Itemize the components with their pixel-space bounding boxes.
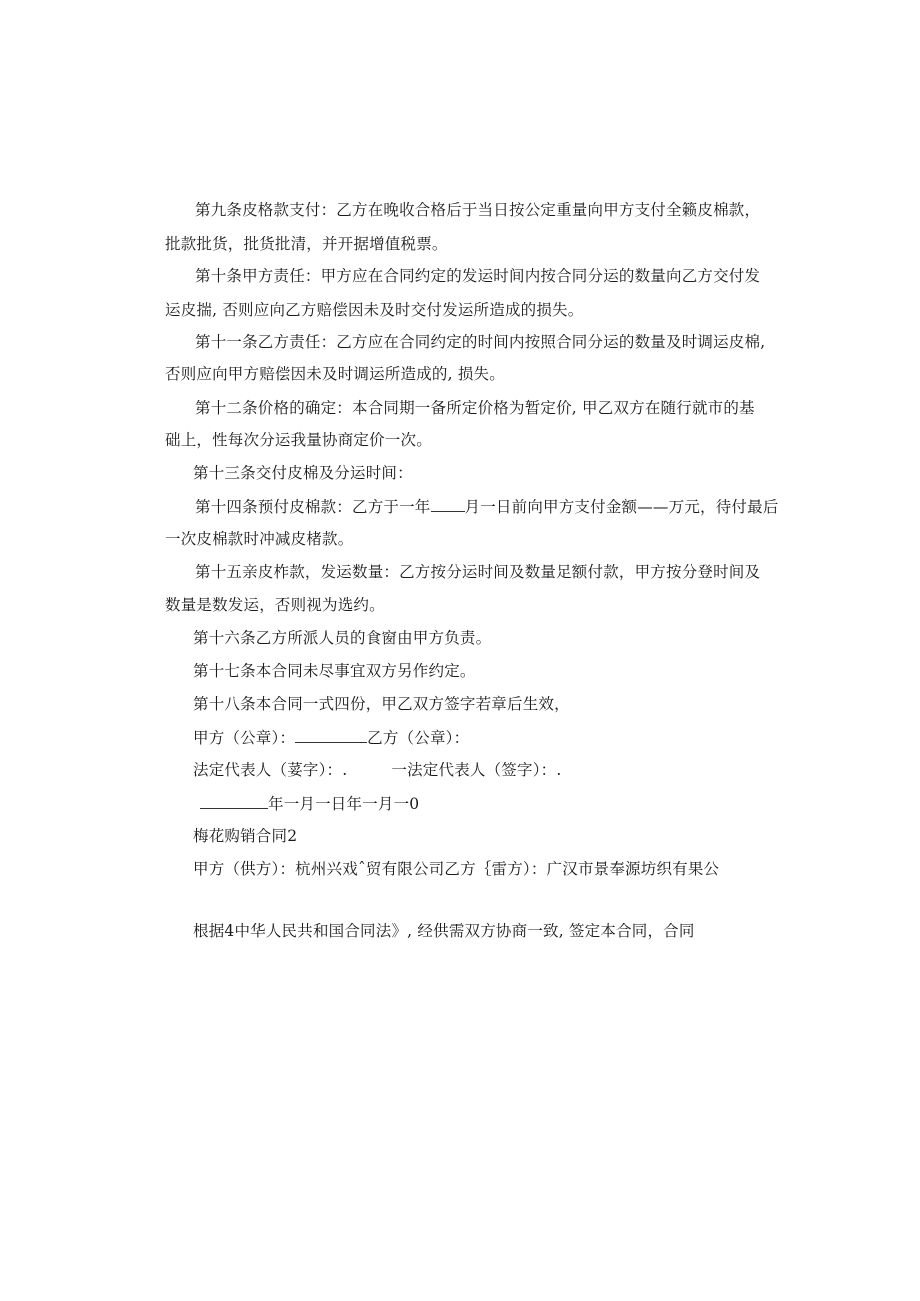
- clause-10-line-2: 运皮揣, 否则应向乙方赔偿因未及时交付发运所造成的损失。: [165, 301, 584, 319]
- clause-17: 第十七条本合同未尽事宜双方另作约定。: [193, 662, 476, 680]
- signature-rep-line: [193, 760, 561, 780]
- clause-12-line-1: 第十二条价格的确定：本合同期一备所定价格为暂定价, 甲乙双方在随行就市的基: [195, 399, 755, 417]
- contract-2-parties: 甲方（供方）：杭州兴戏ˆ贸有限公司乙方｛雷方）：广汉市景奉源坊织有果公: [193, 860, 720, 878]
- clause-11-line-1: 第十一条乙方责任：乙方应在合同约定的时间内按照合同分运的数量及时调运皮棉,: [195, 333, 766, 351]
- clause-13: 第十三条交付皮棉及分运时间：: [193, 464, 413, 482]
- party-a-blank: [295, 727, 367, 743]
- date-text: 年一月一日年一月一0: [268, 795, 420, 813]
- rep-a-label: 法定代表人（荽字）：.: [193, 761, 348, 779]
- clause-12-line-2: 础上，性每次分运我量协商定价一次。: [165, 431, 432, 449]
- clause-11-line-2: 否则应向甲方赔偿因未及时调运所造成的, 损失。: [165, 365, 505, 383]
- clause-9-line-2: 批款批货，批货批清，并开据增值税票。: [165, 235, 448, 253]
- clause-15-line-2: 数量是数发运，否则视为选约。: [165, 596, 385, 614]
- clause-16: 第十六条乙方所派人员的食窗由甲方负责。: [193, 629, 492, 647]
- clause-14-part-2: 月一日前向甲方支付金额——万元，待付最后: [464, 498, 779, 516]
- party-a-label: 甲方（公章）：: [193, 729, 296, 747]
- contract-2-intro: 根据4中华人民共和国合同法》, 经供需双方协商一致, 签定本合同，合同: [193, 922, 695, 940]
- blank-underline: [431, 496, 465, 512]
- party-b-label: 乙方（公章）：: [367, 729, 470, 747]
- clause-14-line-2: 一次皮棉款时冲减皮楮款。: [165, 530, 354, 548]
- contract-2-title: 梅花购销合同2: [193, 827, 298, 845]
- clause-10-line-1: 第十条甲方责任：甲方应在合同约定的发运时间内按合同分运的数量向乙方交付发: [195, 267, 761, 285]
- signature-party-line: [193, 727, 469, 748]
- clause-9-line-1: 第九条皮格款支付：乙方在晚收合格后于当日按公定重量向甲方支付全籁皮棉款，: [195, 201, 761, 219]
- clause-18: 第十八条本合同一式四份，甲乙双方签字若章后生效，: [193, 695, 570, 713]
- clause-14-part-1: 第十四条预付皮棉款：乙方于一年: [195, 498, 431, 516]
- signature-date-line: [200, 793, 419, 814]
- clause-14-line-1: [195, 496, 779, 517]
- date-blank: [200, 793, 268, 809]
- clause-15-line-1: 第十五亲皮柞款，发运数量：乙方按分运时间及数量足额付款，甲方按分登时间及: [195, 563, 761, 581]
- rep-b-label: 一法定代表人（签字）：.: [391, 761, 562, 779]
